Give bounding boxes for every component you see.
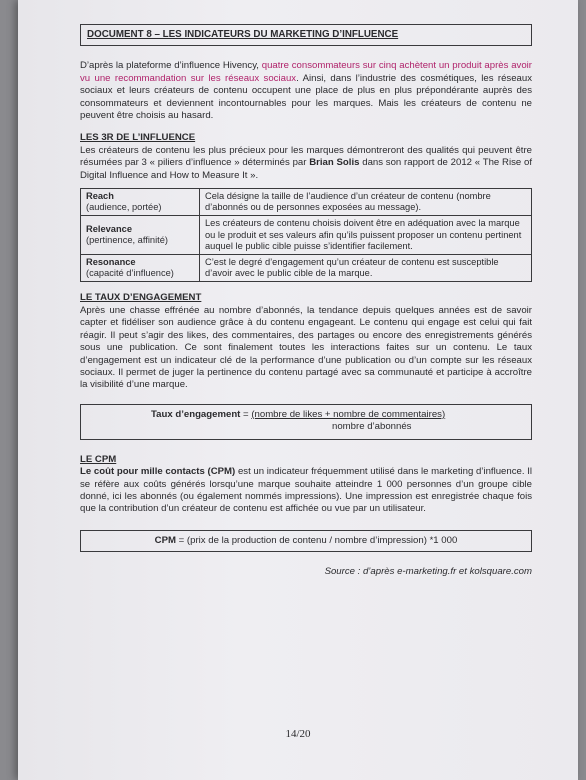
section-3r-paragraph xyxy=(80,145,532,182)
table-row xyxy=(81,216,532,255)
pillar-description: Cela désigne la taille de l’audience d’un créateur de contenu (nombre d’abonnés ou de personnes exposées au message). xyxy=(200,189,532,216)
cpm-paragraph xyxy=(80,466,532,516)
source-note: Source : d’après e-marketing.fr et kolsquare.com xyxy=(324,566,532,578)
intro-highlight: quatre consommateurs sur cinq achètent un produit après avoir vu une recommandation sur les réseaux sociaux xyxy=(80,60,533,84)
page-number: 14/20 xyxy=(285,728,311,740)
pillar-name: Relevance xyxy=(86,224,132,235)
section-3r-text-start: Les créateurs de contenu les plus précieux pour les marques démontreront des qualités qui peuvent être résumées par 3 « piliers d’influence » déterminés par xyxy=(80,144,532,169)
intro-text-end: . Ainsi, dans l’industrie des cosmétiques, les réseaux sociaux et leurs créateurs de contenu occupent une place de plus en plus prépondérante auprès des consommateurs et deviennent incontournables pour les marques. Mais les créateurs de contenu ne peuvent être choisis au hasard. xyxy=(80,72,533,122)
cpm-bold-lead: Le coût pour mille contacts (CPM) xyxy=(80,466,236,478)
formula-label: Taux d’engagement xyxy=(151,408,241,420)
formula-numerator: (nombre de likes + nombre de commentaires) xyxy=(251,408,446,420)
pillar-subtitle: (pertinence, affinité) xyxy=(86,235,168,246)
pillar-name: Resonance xyxy=(86,257,136,268)
influence-pillars-table xyxy=(80,188,532,282)
author-name: Brian Solis xyxy=(309,157,360,169)
pillar-description: C’est le degré d’engagement qu’un créateur de contenu est susceptible d’avoir avec le public cible de la marque. xyxy=(200,255,532,282)
table-row xyxy=(81,189,532,216)
pillar-subtitle: (audience, portée) xyxy=(86,202,162,213)
cpm-text: est un indicateur fréquemment utilisé dans le marketing d’influence. Il se réfère aux coûts générés lorsqu’une marque souhaite atteindre 1 000 personnes d’un groupe cible donné, ici les abonnés (ou également nommés impressions). Une impression est enregistrée chaque fois que la contribution d’un créateur de contenu est affichée ou vue par un utilisateur. xyxy=(80,466,532,515)
section-heading-engagement: LE TAUX D’ENGAGEMENT xyxy=(80,292,202,304)
engagement-paragraph: Après une chasse effrénée au nombre d’abonnés, la tendance depuis quelques années est de savoir capter et fidéliser son audience grâce à du contenu engageant. Le contenu qui engage est celui qui fait réagir. Il peut s’agir des likes, des commentaires, des partages ou encore des enregistrements générés sous une publication. Ce sont finalement toutes les interactions faites sur un contenu. Le taux d’engagement est un indicateur clé de la performance d’une publication ou d’un compte sur les réseaux sociaux. Il permet de juger la pertinence du contenu partagé avec sa communauté et participe à accroître la visibilité d’une marque. xyxy=(80,304,532,391)
cpm-formula-label: CPM xyxy=(154,534,176,546)
pillar-name: Reach xyxy=(86,191,114,202)
formula-denominator: nombre d’abonnés xyxy=(332,421,412,433)
formula-equals: = xyxy=(240,408,252,420)
pillar-subtitle: (capacité d’influence) xyxy=(86,268,174,279)
document-page xyxy=(18,0,578,780)
section-3r-text-end: dans son rapport de 2012 « The Rise of Digital Influence and How to Measure It ». xyxy=(80,157,532,181)
pillar-name-cell xyxy=(81,216,200,255)
cpm-formula: = (prix de la production de contenu / nombre d’impression) *1 000 xyxy=(176,534,458,546)
document-title: DOCUMENT 8 – LES INDICATEURS DU MARKETING D’INFLUENCE xyxy=(87,29,399,40)
formula-numerator-line xyxy=(151,409,525,421)
section-heading-3r: LES 3R DE L’INFLUENCE xyxy=(80,132,196,144)
table-row xyxy=(81,255,532,282)
section-heading-cpm: LE CPM xyxy=(80,453,117,465)
intro-paragraph xyxy=(80,60,532,122)
intro-text-start: D’après la plateforme d’influence Hivency, xyxy=(80,60,262,72)
pillar-name-cell xyxy=(81,189,200,216)
engagement-formula-box xyxy=(80,404,532,440)
pillar-description: Les créateurs de contenu choisis doivent être en adéquation avec la marque ou le produit et ses valeurs afin qu’ils puissent proposer un contenu pertinent auquel le public cible puisse s’identifier facilement. xyxy=(200,216,532,255)
document-title-box xyxy=(80,24,532,46)
pillar-name-cell xyxy=(81,255,200,282)
cpm-formula-box xyxy=(80,530,532,552)
page-content xyxy=(80,24,532,579)
